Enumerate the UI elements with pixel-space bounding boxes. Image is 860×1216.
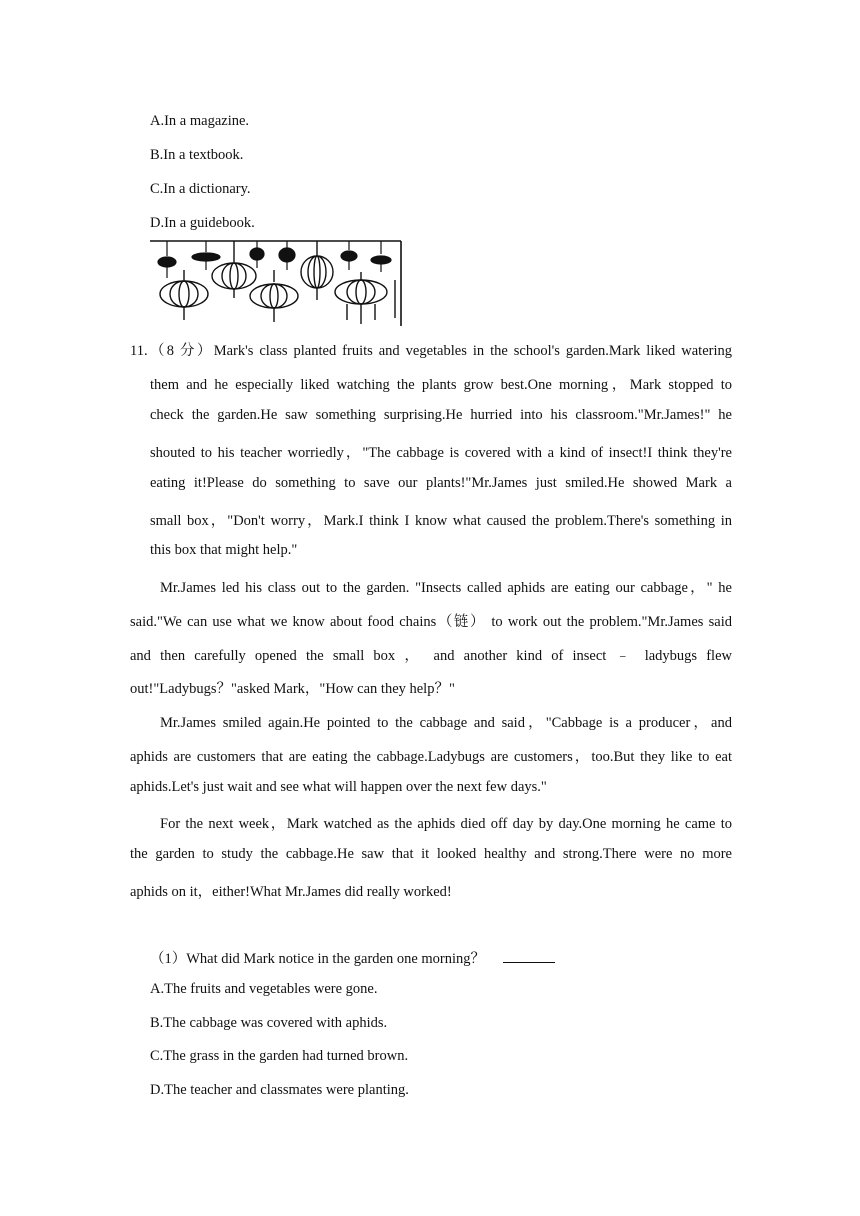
passage-line: eating it!Please do something to save our plants!"Mr.James just smiled.He showed Mark a bbox=[150, 475, 732, 491]
passage-line: aphids.Let's just wait and see what will happen over the next few days." bbox=[130, 779, 547, 795]
passage-line: Mr.James smiled again.He pointed to the cabbage and said，"Cabbage is a producer，and bbox=[160, 715, 732, 731]
passage-line: shouted to his teacher worriedly，"The cabbage is covered with a kind of insect!I think they're bbox=[150, 445, 732, 461]
passage-line: aphids are customers that are eating the cabbage.Ladybugs are customers，too.But they like to eat bbox=[130, 749, 732, 765]
option-d: D.In a guidebook. bbox=[150, 215, 255, 231]
passage-line: For the next week，Mark watched as the aphids died off day by day.One morning he came to bbox=[160, 816, 732, 832]
sub-question-1 bbox=[150, 947, 555, 968]
passage-line: them and he especially liked watching the plants grow best.One morning，Mark stopped to bbox=[150, 377, 732, 393]
sub-question-label: （1）What did Mark notice in the garden one morning？ bbox=[150, 951, 486, 967]
sub-option-b: B.The cabbage was covered with aphids. bbox=[150, 1015, 388, 1031]
passage-line: aphids on it，either!What Mr.James did really worked! bbox=[130, 884, 452, 900]
question-11-first-line bbox=[130, 339, 732, 360]
question-points: （8 分） bbox=[147, 343, 214, 359]
passage-line: Mr.James led his class out to the garden. "Insects called aphids are eating our cabbage，" he bbox=[160, 580, 732, 596]
passage-line: check the garden.He saw something surprising.He hurried into his classroom."Mr.James!" he bbox=[150, 407, 732, 423]
option-b: B.In a textbook. bbox=[150, 147, 244, 163]
passage-line: and then carefully opened the small box ， and another kind of insect ﹣ ladybugs flew bbox=[130, 648, 732, 664]
passage-line: said."We can use what we know about food chains（链） to work out the problem."Mr.James said bbox=[130, 614, 732, 630]
passage-line: Mark's class planted fruits and vegetables in the school's garden.Mark liked watering bbox=[213, 343, 733, 359]
option-c: C.In a dictionary. bbox=[150, 181, 251, 197]
sub-option-d: D.The teacher and classmates were planting. bbox=[150, 1082, 409, 1098]
passage-line: out!"Ladybugs？"asked Mark，"How can they help？" bbox=[130, 681, 455, 697]
passage-line: small box，"Don't worry，Mark.I think I know what caused the problem.There's something in bbox=[150, 513, 732, 529]
lanterns-image bbox=[149, 240, 403, 326]
passage-line: the garden to study the cabbage.He saw that it looked healthy and strong.There were no more bbox=[130, 846, 732, 862]
answer-blank[interactable] bbox=[503, 948, 555, 963]
sub-option-a: A.The fruits and vegetables were gone. bbox=[150, 981, 378, 997]
sub-option-c: C.The grass in the garden had turned brown. bbox=[150, 1048, 409, 1064]
option-a: A.In a magazine. bbox=[150, 113, 250, 129]
question-number: 11. bbox=[130, 343, 148, 359]
passage-line: this box that might help." bbox=[150, 542, 298, 558]
